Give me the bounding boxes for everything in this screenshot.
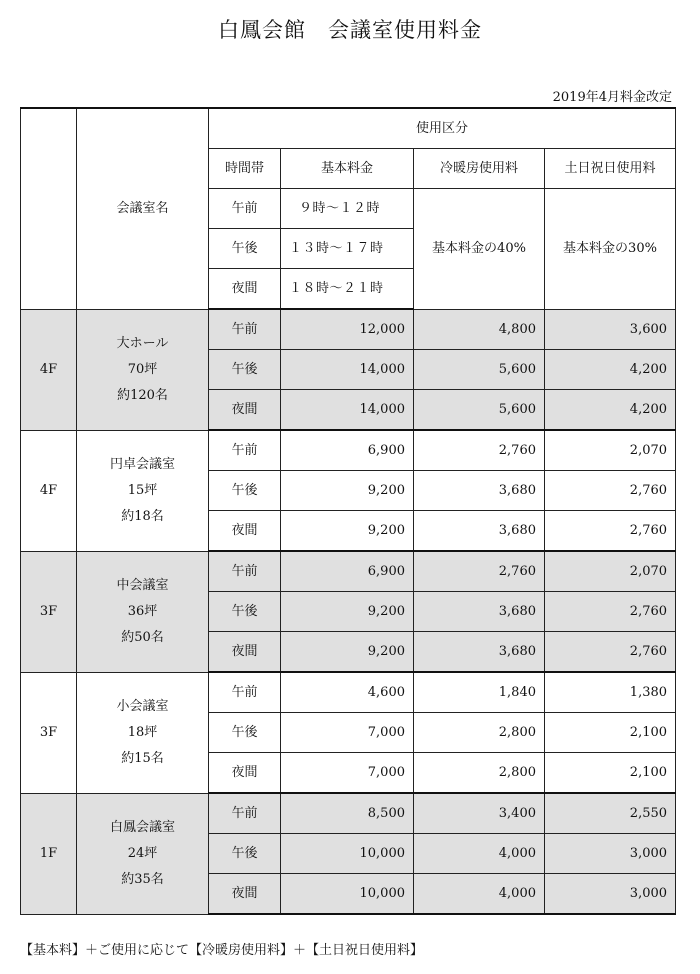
- table-header: [21, 108, 676, 309]
- basic-fee: 9,200: [281, 511, 414, 552]
- basic-fee: 9,200: [281, 592, 414, 632]
- time-slot: 夜間: [209, 511, 281, 552]
- basic-fee: 8,500: [281, 793, 414, 834]
- time-slot: 午後: [209, 592, 281, 632]
- period-hours: １８時～２１時: [281, 269, 414, 310]
- hvac-fee: 4,000: [414, 834, 545, 874]
- room-capacity: 約15名: [121, 751, 164, 766]
- table-row: [21, 430, 676, 471]
- hvac-fee: 3,680: [414, 511, 545, 552]
- basic-fee: 6,900: [281, 551, 414, 592]
- basic-fee: 12,000: [281, 309, 414, 350]
- holiday-fee: 3,000: [545, 874, 676, 915]
- hvac-fee: 2,800: [414, 713, 545, 753]
- holiday-fee: 2,760: [545, 592, 676, 632]
- holiday-fee: 2,760: [545, 632, 676, 673]
- room-size: 36坪: [127, 604, 158, 619]
- room-capacity: 約50名: [121, 630, 164, 645]
- holiday-fee: 2,100: [545, 713, 676, 753]
- holiday-fee: 2,070: [545, 551, 676, 592]
- time-slot: 午前: [209, 309, 281, 350]
- period-hours: １３時～１７時: [281, 229, 414, 269]
- revision-date: 2019年4月料金改定: [552, 90, 672, 105]
- floor-cell: 4F: [21, 309, 77, 430]
- basic-fee: 4,600: [281, 672, 414, 713]
- col-header-holiday: 土日祝日使用料: [545, 149, 676, 189]
- hvac-fee: 1,840: [414, 672, 545, 713]
- holiday-fee: 2,100: [545, 753, 676, 794]
- holiday-fee: 3,600: [545, 309, 676, 350]
- hvac-fee: 3,680: [414, 471, 545, 511]
- room-rows: [21, 309, 676, 914]
- room-name: 小会議室: [116, 699, 169, 714]
- room-size: 18坪: [127, 725, 158, 740]
- time-slot: 午前: [209, 793, 281, 834]
- basic-fee: 7,000: [281, 753, 414, 794]
- period-hours: ９時～１２時: [281, 189, 414, 229]
- floor-cell: 3F: [21, 551, 77, 672]
- hvac-fee: 5,600: [414, 350, 545, 390]
- holiday-fee: 2,760: [545, 511, 676, 552]
- basic-fee: 10,000: [281, 834, 414, 874]
- room-info-cell: [77, 309, 209, 430]
- table-row: [21, 672, 676, 713]
- time-slot: 夜間: [209, 632, 281, 673]
- page-title: 白鳳会館 会議室使用料金: [218, 18, 482, 42]
- room-info-cell: [77, 793, 209, 914]
- holiday-fee: 4,200: [545, 350, 676, 390]
- hvac-fee: 4,000: [414, 874, 545, 915]
- room-name-header: 会議室名: [77, 108, 209, 309]
- table-row: [21, 309, 676, 350]
- holiday-fee: 4,200: [545, 390, 676, 431]
- time-slot: 午後: [209, 834, 281, 874]
- time-slot: 午後: [209, 713, 281, 753]
- holiday-fee: 2,550: [545, 793, 676, 834]
- hvac-fee: 2,760: [414, 430, 545, 471]
- basic-fee: 10,000: [281, 874, 414, 915]
- footer-formula: 【基本料】＋ご使用に応じて【冷暖房使用料】＋【土日祝日使用料】: [20, 943, 424, 958]
- hvac-fee: 3,400: [414, 793, 545, 834]
- room-name: 白鳳会議室: [109, 820, 175, 835]
- holiday-fee: 2,760: [545, 471, 676, 511]
- basic-fee: 9,200: [281, 471, 414, 511]
- basic-fee: 6,900: [281, 430, 414, 471]
- hvac-fee: 2,760: [414, 551, 545, 592]
- time-slot: 午後: [209, 471, 281, 511]
- room-name: 中会議室: [116, 578, 169, 593]
- time-slot: 夜間: [209, 390, 281, 431]
- time-slot: 夜間: [209, 874, 281, 915]
- time-slot: 午前: [209, 672, 281, 713]
- hvac-fee: 3,680: [414, 632, 545, 673]
- room-size: 15坪: [127, 483, 158, 498]
- room-capacity: 約18名: [121, 509, 164, 524]
- hvac-fee: 5,600: [414, 390, 545, 431]
- floor-cell: 4F: [21, 430, 77, 551]
- room-info-cell: [77, 551, 209, 672]
- fee-table: [20, 107, 676, 915]
- holiday-note: 基本料金の30%: [545, 189, 676, 310]
- room-size: 70坪: [127, 362, 158, 377]
- hvac-fee: 2,800: [414, 753, 545, 794]
- room-capacity: 約35名: [121, 872, 164, 887]
- usage-category-header: 使用区分: [209, 108, 676, 149]
- room-info-cell: [77, 430, 209, 551]
- basic-fee: 14,000: [281, 350, 414, 390]
- col-header-time: 時間帯: [209, 149, 281, 189]
- hvac-fee: 3,680: [414, 592, 545, 632]
- floor-cell: 3F: [21, 672, 77, 793]
- period-slot: 夜間: [209, 269, 281, 310]
- time-slot: 午前: [209, 551, 281, 592]
- basic-fee: 14,000: [281, 390, 414, 431]
- room-name: 円卓会議室: [109, 457, 175, 472]
- floor-header-cell: [21, 108, 77, 309]
- period-slot: 午後: [209, 229, 281, 269]
- table-row: [21, 551, 676, 592]
- holiday-fee: 1,380: [545, 672, 676, 713]
- hvac-fee: 4,800: [414, 309, 545, 350]
- room-capacity: 約120名: [117, 388, 168, 403]
- time-slot: 午後: [209, 350, 281, 390]
- time-slot: 夜間: [209, 753, 281, 794]
- room-info-cell: [77, 672, 209, 793]
- holiday-fee: 2,070: [545, 430, 676, 471]
- room-size: 24坪: [127, 846, 158, 861]
- col-header-basic: 基本料金: [281, 149, 414, 189]
- floor-cell: 1F: [21, 793, 77, 914]
- basic-fee: 9,200: [281, 632, 414, 673]
- holiday-fee: 3,000: [545, 834, 676, 874]
- table-row: [21, 793, 676, 834]
- period-slot: 午前: [209, 189, 281, 229]
- hvac-note: 基本料金の40%: [414, 189, 545, 310]
- col-header-hvac: 冷暖房使用料: [414, 149, 545, 189]
- room-name: 大ホール: [116, 336, 169, 351]
- time-slot: 午前: [209, 430, 281, 471]
- basic-fee: 7,000: [281, 713, 414, 753]
